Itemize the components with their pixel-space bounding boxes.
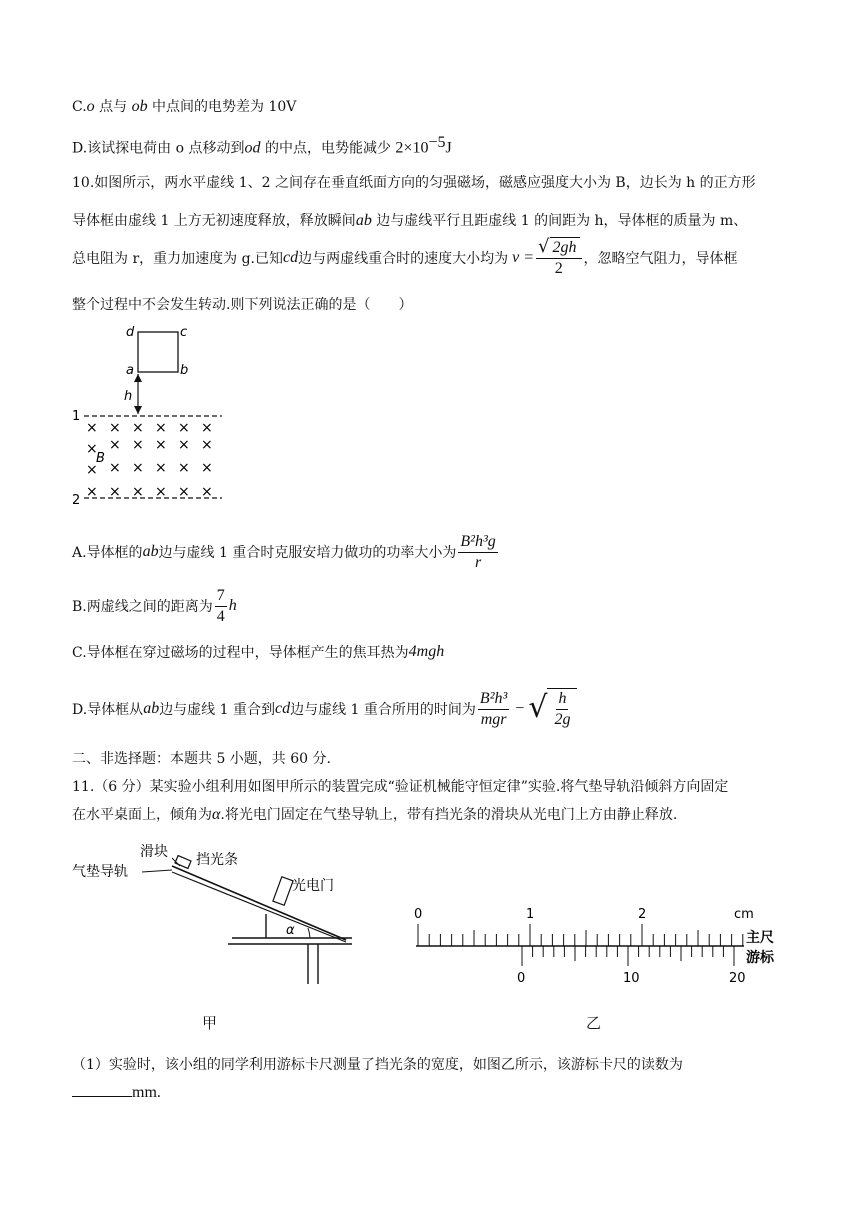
label-gate: 光电门 [292, 878, 334, 894]
main-tick-2: 2 [638, 907, 647, 922]
section-2-heading: 二、非选择题：本题共 5 小题，共 60 分. [72, 751, 331, 767]
svg-text:×: × [132, 437, 144, 453]
velocity-fraction: √ 2gh 2 [536, 237, 581, 279]
q11-line-2: 在水平桌面上，倾角为α.将光电门固定在气垫导轨上，带有挡光条的滑块从光电门上方由静止释放. [72, 806, 678, 823]
main-scale [418, 924, 743, 946]
q10-magnetic-field-figure [68, 322, 228, 512]
label-strip: 挡光条 [196, 852, 238, 868]
q10-line-1: 10.如图所示，两水平虚线 1、2 之间存在垂直纸面方向的匀强磁场，磁感应强度大小为 B，边长为 h 的正方形 [72, 175, 756, 191]
svg-text:×: × [132, 420, 144, 436]
svg-text:×: × [178, 484, 190, 500]
svg-text:×: × [132, 484, 144, 500]
q10-line-4: 整个过程中不会发生转动.则下列说法正确的是（ ） [72, 297, 413, 313]
q9-option-d: D.该试探电荷由 o 点移动到od 的中点，电势能减少 $2\times 10^{-5}J$ [72, 134, 452, 157]
svg-text:×: × [178, 460, 190, 476]
svg-text:×: × [109, 484, 121, 500]
q10-option-b: B.两虚线之间的距离为 $\frac{7}{4}$ h [72, 586, 237, 625]
svg-text:×: × [178, 437, 190, 453]
q11-line-1: 11.（6 分）某实验小组利用如图甲所示的装置完成“验证机械能守恒定律”实验.将气垫导轨沿倾斜方向固定 [72, 779, 729, 795]
svg-text:×: × [178, 420, 190, 436]
svg-text:×: × [201, 484, 213, 500]
svg-text:×: × [86, 420, 98, 436]
q10-line-2: 导体框由虚线 1 上方无初速度释放，释放瞬间ab 边与虚线平行且距虚线 1 的间距为 h，导体框的质量为 m、 [72, 212, 748, 229]
label-B: B [96, 451, 105, 466]
caption-yi: 乙 [586, 1014, 602, 1032]
label-c: c [180, 325, 188, 340]
label-h: h [124, 389, 133, 404]
label-line-1: 1 [72, 409, 81, 424]
main-tick-0: 0 [414, 907, 423, 922]
svg-text:×: × [86, 462, 98, 478]
label-alpha: α [286, 923, 295, 938]
slider-block [175, 856, 191, 869]
q9-option-c: C.o 点与 ob 中点间的电势差为 10V [72, 98, 297, 115]
svg-text:×: × [155, 420, 167, 436]
svg-text:×: × [132, 460, 144, 476]
svg-text:×: × [86, 484, 98, 500]
q10-option-d: D.导体框从 ab 边与虚线 1 重合到 cd 边与虚线 1 重合所用的时间为 $\frac{\text{B²h³}}{\text{mgr}}$ − √ $\frac{h}{2g}$ [72, 684, 577, 734]
label-b: b [180, 363, 189, 378]
label-a: a [126, 363, 134, 378]
label-slider: 滑块 [140, 844, 168, 860]
label-rail: 气垫导轨 [72, 864, 128, 880]
q11-sub1-line: （1）实验时，该小组的同学利用游标卡尺测量了挡光条的宽度，如图乙所示，该游标卡尺的读数为 [72, 1057, 683, 1073]
label-d: d [126, 325, 135, 340]
photogate [273, 877, 293, 906]
answer-blank[interactable] [72, 1082, 132, 1097]
main-tick-1: 1 [526, 907, 535, 922]
q10-option-a: A.导体框的 ab 边与虚线 1 重合时克服安培力做功的功率大小为 $\frac{\text{B²h³g}}{r}$ [72, 532, 496, 571]
svg-text:×: × [155, 437, 167, 453]
vernier-tick-10: 10 [623, 971, 640, 986]
figure-yi-vernier-caliper [404, 896, 790, 992]
square-frame [138, 332, 178, 372]
q10-line-3: 总电阻为 r，重力加速度为 g.已知 cd 边与两虚线重合时的速度大小均为 v = √ 2gh 2 ，忽略空气阻力，导体框 [72, 236, 738, 277]
vernier-tick-0: 0 [517, 971, 526, 986]
unit-cm: cm [734, 907, 754, 922]
main-scale-label: 主尺 [746, 930, 774, 946]
svg-text:×: × [109, 437, 121, 453]
svg-text:×: × [109, 420, 121, 436]
svg-text:×: × [109, 460, 121, 476]
vernier-label: 游标 [746, 950, 774, 966]
svg-text:×: × [155, 460, 167, 476]
q10-option-c: C.导体框在穿过磁场的过程中，导体框产生的焦耳热为 4mgh [72, 643, 445, 661]
vernier-scale [522, 946, 734, 966]
caption-jia: 甲 [202, 1014, 218, 1032]
field-crosses [86, 420, 213, 500]
svg-text:×: × [86, 441, 98, 457]
figure-jia-air-track [72, 836, 362, 986]
svg-text:×: × [201, 420, 213, 436]
svg-text:×: × [155, 484, 167, 500]
svg-text:×: × [201, 460, 213, 476]
svg-text:×: × [201, 437, 213, 453]
q11-sub1-answer: mm. [72, 1082, 161, 1102]
vernier-tick-20: 20 [729, 971, 746, 986]
label-line-2: 2 [72, 493, 81, 508]
